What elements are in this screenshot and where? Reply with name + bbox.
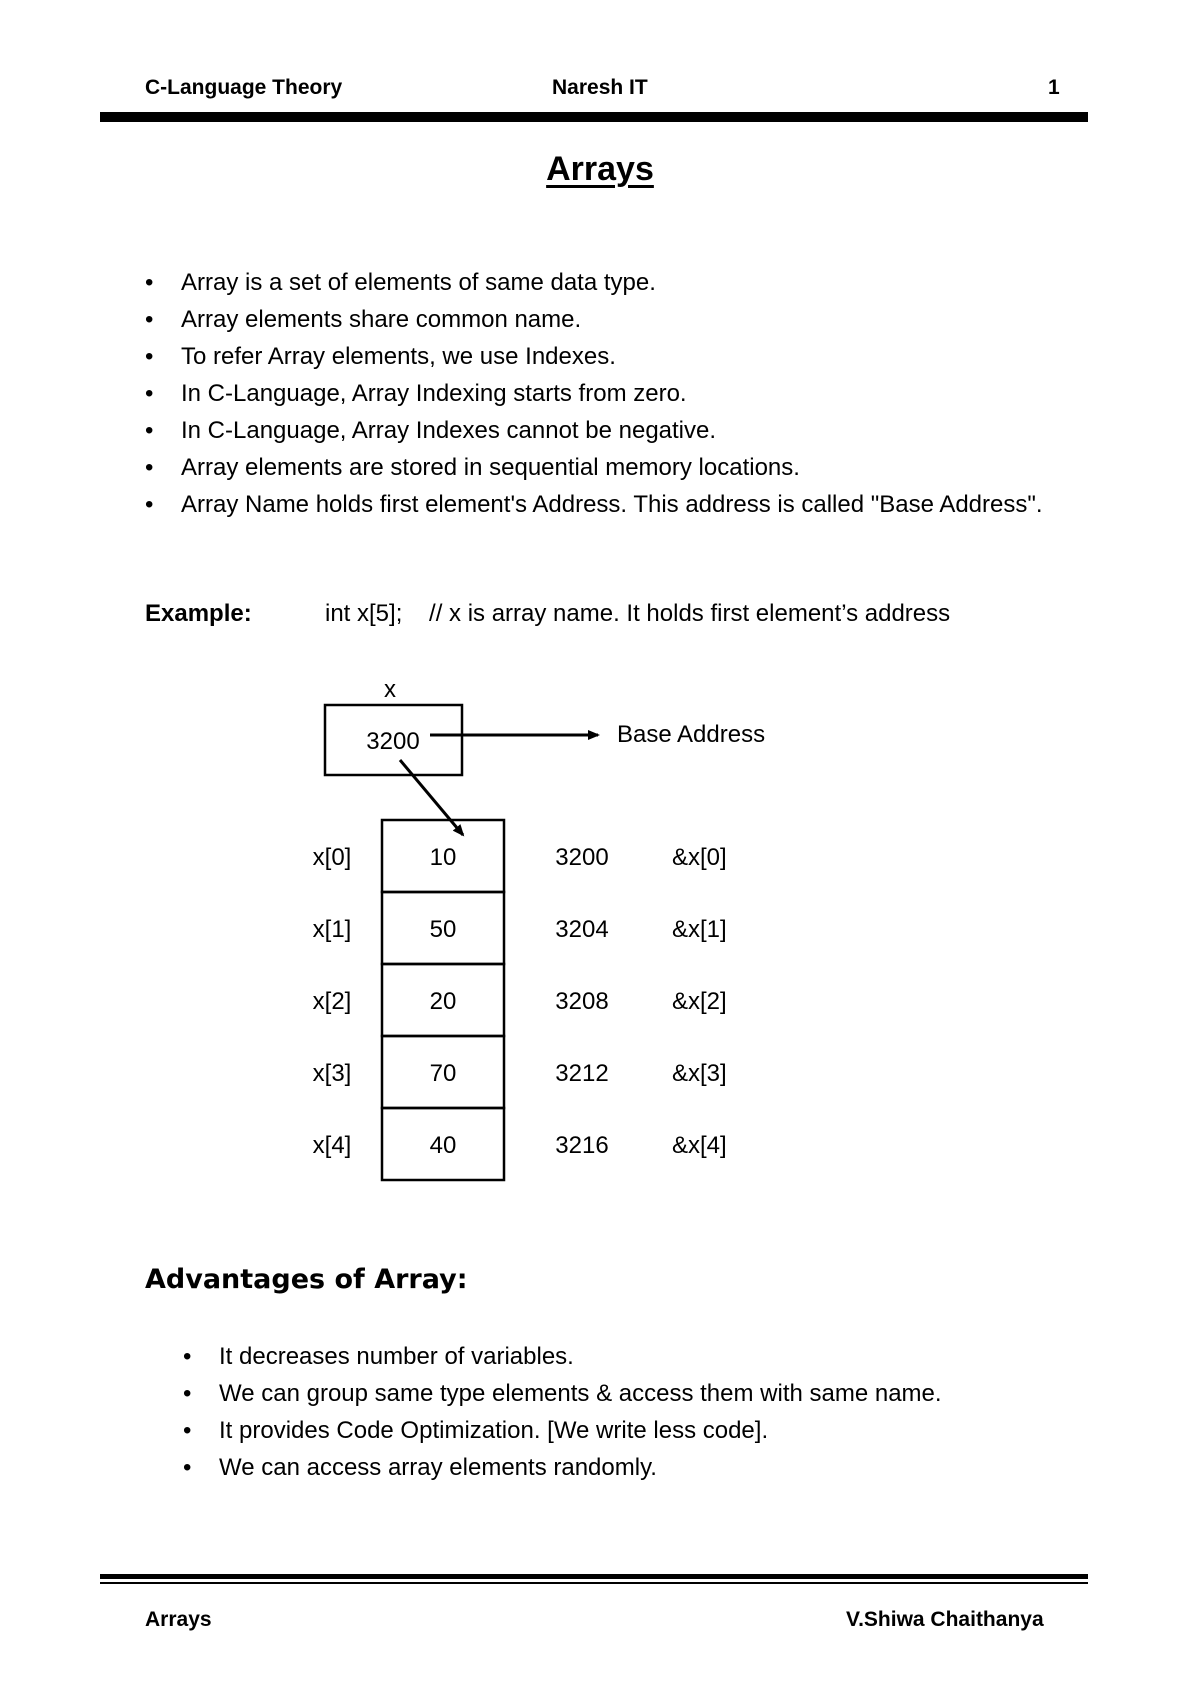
element-value: 10 [429, 844, 457, 871]
element-name: x[3] [312, 1060, 352, 1087]
element-address: 3204 [555, 916, 609, 943]
header-center: Naresh IT [552, 76, 648, 99]
element-value: 20 [429, 988, 457, 1015]
example-label: Example: [145, 600, 252, 627]
list-item: • In C-Language, Array Indexes cannot be negative. [145, 412, 1075, 449]
element-address: 3216 [555, 1132, 609, 1159]
list-item: • We can group same type elements & access them with same name. [183, 1375, 1083, 1412]
base-address-label: Base Address [617, 721, 766, 748]
example-code: int x[5]; // x is array name. It holds first element’s address [325, 600, 951, 627]
element-value: 40 [429, 1132, 457, 1159]
page-number: 1 [1048, 76, 1060, 99]
list-item: • Array elements are stored in sequential memory locations. [145, 449, 1075, 486]
element-name: x[1] [312, 916, 352, 943]
element-ref: &x[3] [672, 1060, 727, 1087]
list-item: • Array elements share common name. [145, 301, 1075, 338]
element-name: x[2] [312, 988, 352, 1015]
array-elements [313, 820, 727, 1180]
footer-left: Arrays [145, 1608, 212, 1631]
pointer-arrow [400, 760, 463, 835]
element-address: 3208 [555, 988, 609, 1015]
list-item: • It provides Code Optimization. [We write less code]. [183, 1412, 1083, 1449]
element-ref: &x[4] [672, 1132, 727, 1159]
advantages-list [183, 1338, 1083, 1486]
list-item: • It decreases number of variables. [183, 1338, 1083, 1375]
element-ref: &x[2] [672, 988, 727, 1015]
footer-rule [100, 1574, 1088, 1579]
element-name: x[0] [312, 844, 352, 871]
pointer-name: x [384, 676, 396, 703]
element-address: 3200 [555, 844, 609, 871]
element-value: 50 [429, 916, 457, 943]
footer-rule-thin [100, 1582, 1088, 1584]
list-item: • We can access array elements randomly. [183, 1449, 1083, 1486]
list-item: • Array is a set of elements of same data type. [145, 264, 1075, 301]
element-address: 3212 [555, 1060, 609, 1087]
pointer-value: 3200 [366, 728, 420, 755]
footer-right: V.Shiwa Chaithanya [846, 1608, 1044, 1631]
element-value: 70 [429, 1060, 457, 1087]
element-ref: &x[1] [672, 916, 727, 943]
list-item: • To refer Array elements, we use Indexes. [145, 338, 1075, 375]
advantages-title: Advantages of Array: [145, 1264, 468, 1295]
list-item: • In C-Language, Array Indexing starts from zero. [145, 375, 1075, 412]
page-title: Arrays [546, 150, 654, 188]
element-name: x[4] [312, 1132, 352, 1159]
element-ref: &x[0] [672, 844, 727, 871]
header-left: C-Language Theory [145, 76, 343, 99]
list-item: • Array Name holds first element's Address. This address is called "Base Address". [145, 486, 1075, 523]
